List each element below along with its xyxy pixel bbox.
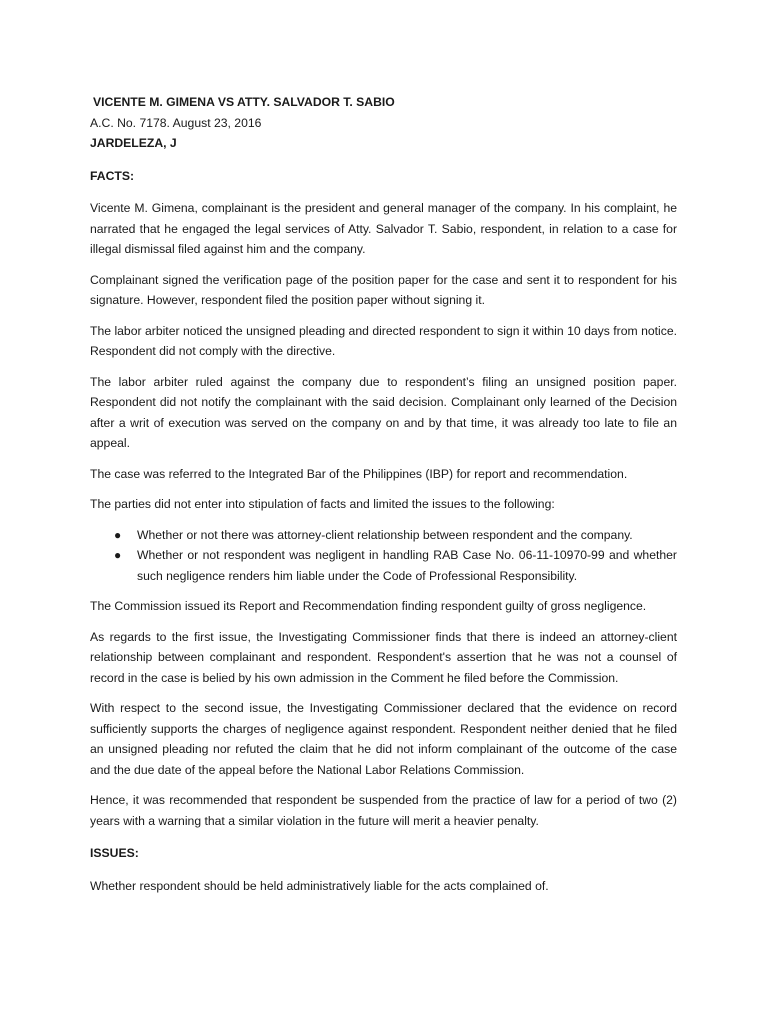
list-item	[90, 545, 677, 586]
bullet-icon: ●	[114, 527, 122, 542]
facts-paragraph: The Commission issued its Report and Recommendation finding respondent guilty of gross negligence.	[90, 599, 647, 613]
list-item	[90, 525, 677, 546]
ponente: JARDELEZA, J	[90, 136, 177, 150]
facts-paragraph: The parties did not enter into stipulation of facts and limited the issues to the following:	[90, 497, 555, 511]
facts-paragraph: As regards to the first issue, the Investigating Commissioner finds that there is indeed an attorney-client relationship between complainant and respondent. Respondent's assertion that he was not a counsel of record in the case is belied by his own admission in the Comment he filed before the Commission.	[90, 629, 677, 685]
facts-paragraph: Vicente M. Gimena, complainant is the president and general manager of the company. In his complaint, he narrated that he engaged the legal services of Atty. Salvador T. Sabio, respondent, in relation to a case for illegal dismissal filed against him and the company.	[90, 201, 677, 256]
document-page	[90, 92, 677, 906]
issues-paragraph: Whether respondent should be held administratively liable for the acts complained of.	[90, 878, 549, 893]
stipulated-issues-list	[90, 525, 677, 587]
facts-paragraph: The case was referred to the Integrated Bar of the Philippines (IBP) for report and recommendation.	[90, 466, 628, 481]
bullet-icon: ●	[114, 548, 122, 562]
list-item-text: Whether or not respondent was negligent in handling RAB Case No. 06-11-10970-99 and whether such negligence renders him liable under the Code of Professional Responsibility.	[137, 548, 677, 583]
issues-heading: ISSUES:	[90, 846, 139, 860]
facts-paragraph: With respect to the second issue, the Investigating Commissioner declared that the evidence on record sufficiently supports the charges of negligence against respondent. Respondent neither denied that he filed an unsigned pleading nor refuted the claim that he did not inform complainant of the outcome of the case and the due date of the appeal before the National Labor Relations Commission.	[90, 701, 677, 777]
facts-paragraph: The labor arbiter noticed the unsigned pleading and directed respondent to sign it within 10 days from notice. Respondent did not comply with the directive.	[90, 323, 677, 358]
list-item-text: Whether or not there was attorney-client relationship between respondent and the company.	[137, 527, 633, 542]
case-number: A.C. No. 7178. August 23, 2016	[90, 115, 262, 130]
facts-paragraph: Complainant signed the verification page of the position paper for the case and sent it to respondent for his signature. However, respondent filed the position paper without signing it.	[90, 272, 677, 307]
facts-paragraph: The labor arbiter ruled against the company due to respondent’s filing an unsigned position paper. Respondent did not notify the complainant with the said decision. Complainant only learned of the Decision after a writ of execution was served on the company on and by that time, it was already too late to file an appeal.	[90, 374, 677, 450]
facts-paragraph: Hence, it was recommended that respondent be suspended from the practice of law for a period of two (2) years with a warning that a similar violation in the future will merit a heavier penalty.	[90, 793, 677, 828]
facts-heading: FACTS:	[90, 168, 135, 183]
case-title: VICENTE M. GIMENA VS ATTY. SALVADOR T. SABIO	[93, 95, 395, 109]
